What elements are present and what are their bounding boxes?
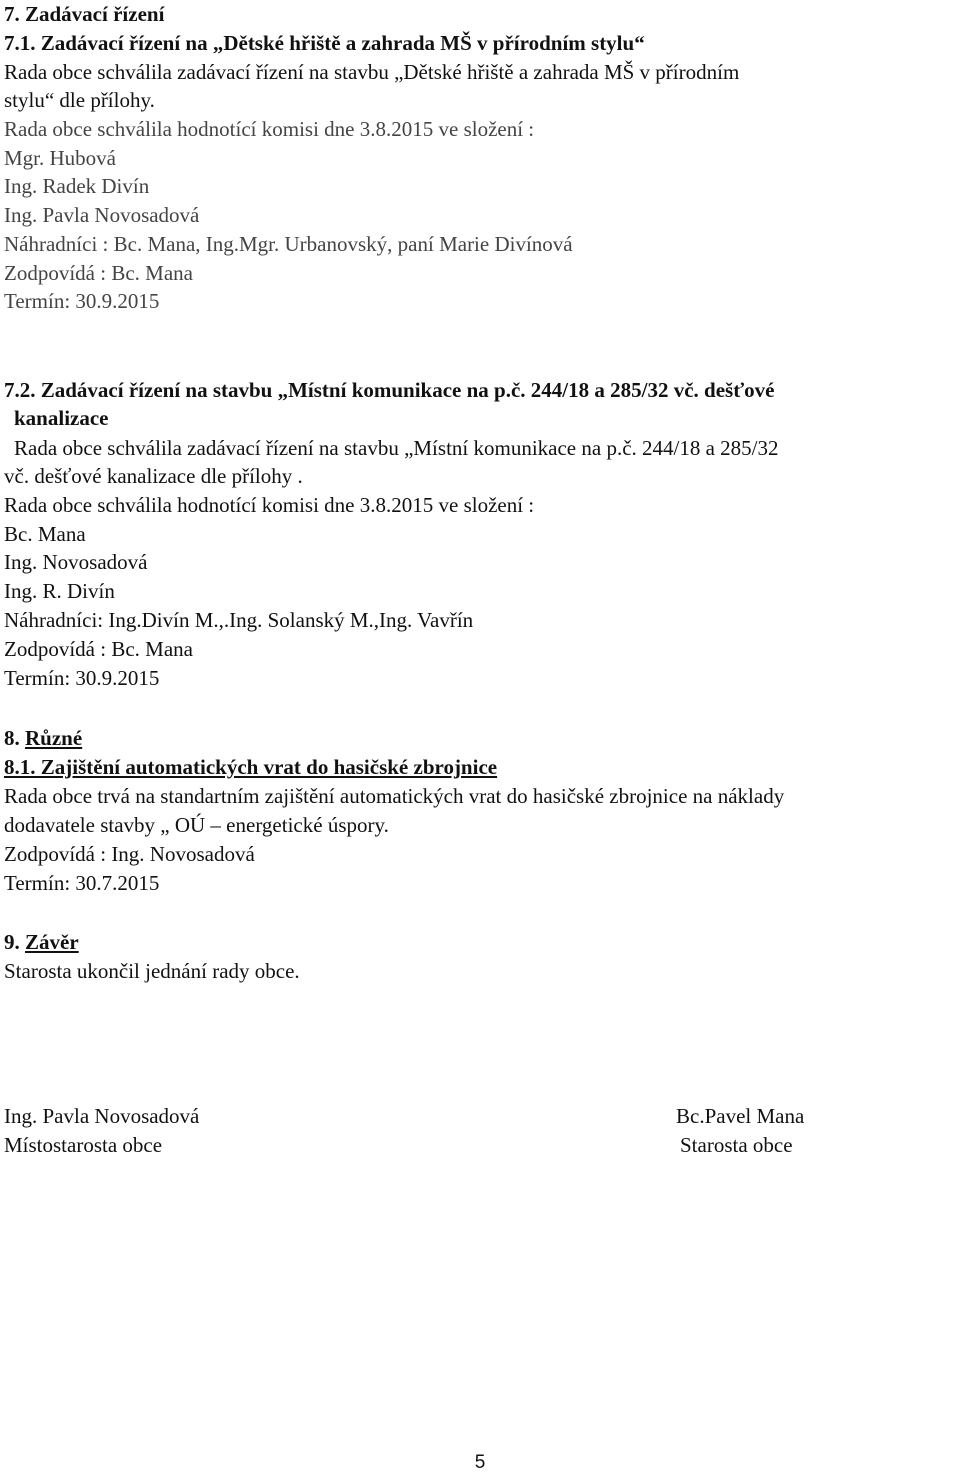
section-7-1-member: Mgr. Hubová: [4, 146, 116, 170]
section-8-1-text-line-1: Rada obce trvá na standartním zajištění automatických vrat do hasičské zbrojnice na náklady: [4, 784, 785, 808]
signature-left-name: Ing. Pavla Novosadová: [4, 1104, 200, 1128]
signature-right-name: Bc.Pavel Mana: [676, 1104, 805, 1128]
section-7-1-responsible: Zodpovídá : Bc. Mana: [4, 261, 193, 285]
section-7-2-approval-line-1: Rada obce schválila zadávací řízení na stavbu „Místní komunikace na p.č. 244/18 a 285/32: [14, 436, 779, 460]
section-7-2-substitutes: Náhradníci: Ing.Divín M.,.Ing. Solanský M.,Ing. Vavřín: [4, 608, 474, 632]
section-9-number: 9.: [4, 930, 20, 954]
section-8-1-text-line-2: dodavatele stavby „ OÚ – energetické úspory.: [4, 813, 389, 837]
section-7-2-member: Bc. Mana: [4, 522, 86, 546]
section-8-1-responsible: Zodpovídá : Ing. Novosadová: [4, 842, 255, 866]
section-7-2-title-line-2: kanalizace: [14, 406, 109, 430]
section-7-2-member: Ing. Novosadová: [4, 550, 148, 574]
section-7-1-approval-line-2: stylu“ dle přílohy.: [4, 88, 155, 112]
section-9-text: Starosta ukončil jednání rady obce.: [4, 959, 300, 983]
section-9-heading: [4, 928, 79, 957]
section-7-2-responsible: Zodpovídá : Bc. Mana: [4, 637, 193, 661]
section-7-1-committee: Rada obce schválila hodnotící komisi dne 3.8.2015 ve složení :: [4, 117, 535, 141]
section-7-2-deadline: Termín: 30.9.2015: [4, 666, 160, 690]
section-7-1-substitutes: Náhradníci : Bc. Mana, Ing.Mgr. Urbanovský, paní Marie Divínová: [4, 232, 573, 256]
page-number: 5: [474, 1452, 486, 1473]
section-7-1-deadline: Termín: 30.9.2015: [4, 289, 160, 313]
section-9-title: Závěr: [25, 930, 79, 954]
signature-right-role: Starosta obce: [680, 1133, 793, 1157]
section-7-2-committee: Rada obce schválila hodnotící komisi dne 3.8.2015 ve složení :: [4, 493, 535, 517]
section-7-2-title-line-1: 7.2. Zadávací řízení na stavbu „Místní komunikace na p.č. 244/18 a 285/32 vč. dešťové: [4, 378, 775, 402]
section-7-2-approval-line-2: vč. dešťové kanalizace dle přílohy .: [4, 464, 303, 488]
section-8-1-title: 8.1. Zajištění automatických vrat do hasičské zbrojnice: [4, 755, 498, 779]
section-8-1-deadline: Termín: 30.7.2015: [4, 871, 160, 895]
section-7-heading: 7. Zadávací řízení: [4, 2, 165, 26]
section-8-number: 8.: [4, 726, 20, 750]
signature-left-role: Místostarosta obce: [4, 1133, 163, 1157]
section-8-title: Různé: [25, 726, 83, 750]
section-7-1-member: Ing. Radek Divín: [4, 174, 150, 198]
section-7-1-member: Ing. Pavla Novosadová: [4, 203, 200, 227]
section-8-heading: [4, 724, 82, 753]
section-7-2-member: Ing. R. Divín: [4, 579, 115, 603]
section-7-1-title: 7.1. Zadávací řízení na „Dětské hřiště a zahrada MŠ v přírodním stylu“: [4, 31, 645, 55]
section-7-1-approval-line-1: Rada obce schválila zadávací řízení na stavbu „Dětské hřiště a zahrada MŠ v přírodním: [4, 60, 740, 84]
